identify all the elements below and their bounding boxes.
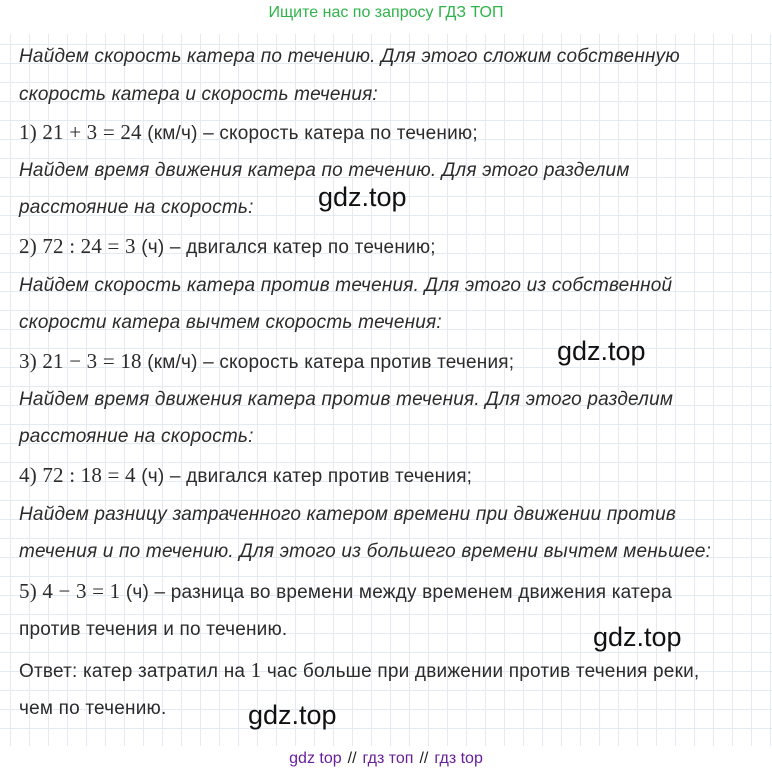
step-4: 4) 72 : 18 = 4 (ч) – двигался катер против течения;: [19, 463, 473, 487]
text-line: Найдем время движения катера против течения. Для этого разделим: [19, 389, 674, 410]
text-line: Найдем разницу затраченного катером времени при движении против: [19, 504, 676, 525]
step-1: 1) 21 + 3 = 24 (км/ч) – скорость катера по течению;: [19, 120, 478, 144]
watermark: gdz.top: [557, 336, 646, 366]
footer-separator: //: [419, 750, 429, 767]
step-3: 3) 21 − 3 = 18 (км/ч) – скорость катера против течения;: [19, 349, 515, 373]
watermark: gdz.top: [248, 700, 337, 730]
text-line: скорость катера и скорость течения:: [19, 84, 378, 105]
text-line: расстояние на скорость:: [19, 197, 254, 218]
step-5: 5) 4 − 3 = 1 (ч) – разница во времени между временем движения катера: [19, 579, 672, 603]
text-line: против течения и по течению.: [19, 619, 288, 640]
footer-links: [0, 750, 772, 776]
top-banner: Ищите нас по запросу ГДЗ ТОП: [268, 4, 504, 21]
footer-separator: //: [347, 750, 357, 767]
step-2: 2) 72 : 24 = 3 (ч) – двигался катер по течению;: [19, 234, 436, 258]
text-line: течения и по течению. Для этого из большего времени вычтем меньшее:: [19, 541, 712, 562]
text-line: скорости катера вычтем скорость течения:: [19, 312, 442, 333]
footer-link-gdz-top-ru[interactable]: гдз топ: [362, 750, 414, 767]
answer-line: Ответ: катер затратил на 1 час больше при движении против течения реки,: [19, 658, 700, 682]
watermark: gdz.top: [593, 622, 682, 652]
text-line: Найдем скорость катера по течению. Для этого сложим собственную: [19, 46, 680, 67]
text-line: расстояние на скорость:: [19, 426, 254, 447]
text-line: Найдем время движения катера по течению. Для этого разделим: [19, 160, 630, 181]
solution-paper: [0, 34, 772, 746]
text-line: Найдем скорость катера против течения. Для этого из собственной: [19, 275, 673, 296]
footer-link-gdz-top-mixed[interactable]: гдз top: [434, 750, 483, 767]
watermark: gdz.top: [318, 182, 407, 212]
text-line: чем по течению.: [19, 698, 167, 719]
footer-link-gdz-top[interactable]: gdz top: [289, 750, 342, 767]
